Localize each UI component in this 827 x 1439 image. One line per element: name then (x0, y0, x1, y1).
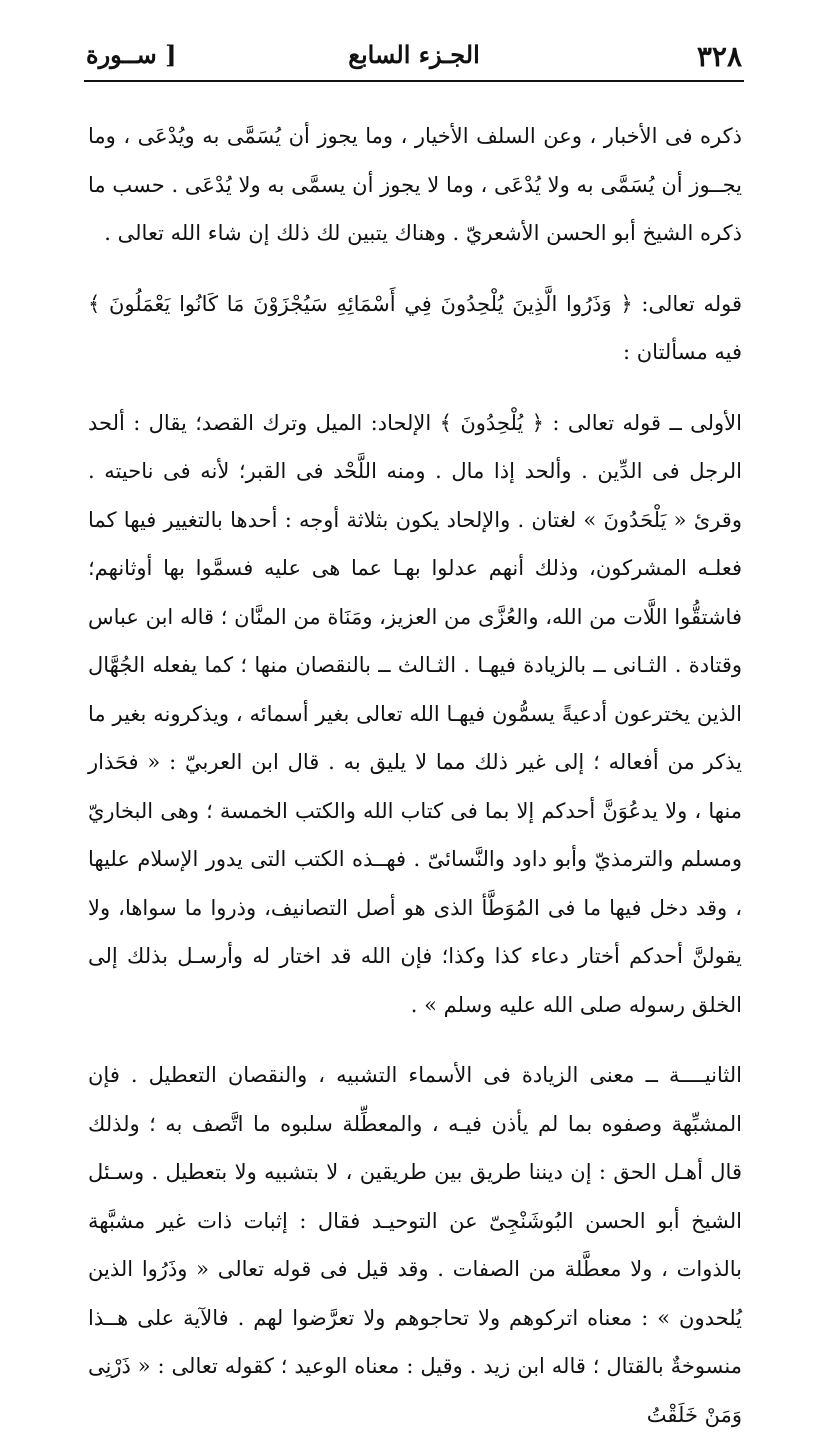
paragraph-intro: ذكره فى الأخبار ، وعن السلف الأخيار ، وما يجوز أن يُسَمَّى به ويُدْعَى ، وما يجــوز أن يُسَمَّى به ولا يُدْعَى ، وما لا يجوز أن يسمَّى به ولا يُدْعَى . حسب ما ذكره الشيخ أبو الحسن الأشعريّ . وهناك يتبين لك ذلك إن شاء الله تعالى . (88, 124, 743, 245)
page-header (86, 38, 742, 78)
page-body (88, 112, 742, 1439)
paragraph-gap (88, 377, 742, 399)
paragraph-gap (88, 258, 742, 280)
paragraph-verse: قوله تعالى: ﴿ وَذَرُوا الَّذِينَ يُلْحِدُونَ فِي أَسْمَائِهِ سَيُجْزَوْنَ مَا كَانُوا يَعْمَلُونَ ﴾ فيه مسألتان : (88, 291, 742, 364)
paragraph-second-issue: الثانيــــة ــ معنى الزيادة فى الأسماء التشبيه ، والنقصان التعطيل . فإن المشبِّهة وصفوه بما لم يأذن فيـه ، والمعطِّلة سلبوه ما اتَّصف به ؛ ولذلك قال أهـل الحق : إن ديننا طريق بين طريقين ، لا بتشبيه ولا بتعطيل . وسـئل الشيخ أبو الحسن البُوشَنْجِىّ عن التوحيـد فقال : إثبات ذات غير مشبَّهة بالذوات ، ولا معطَّلة من الصفات . وقد قيل فى قوله تعالى « وذَرُوا الذين يُلحدون » : معناه اتركوهم ولا تحاجوهم ولا تعرَّضوا لهم . فالآية على هــذا منسوخةٌ بالقتال ؛ قاله ابن زيد . وقيل : معناه الوعيد ؛ كقوله تعالى : « ذَرْنِى وَمَنْ خَلَقْتُ (88, 1063, 742, 1427)
header-rule (84, 80, 744, 82)
paragraph-gap (88, 1029, 742, 1051)
part-title: الجـزء السابع (348, 40, 480, 69)
paragraph-first-issue: الأولى ــ قوله تعالى : ﴿ يُلْحِدُونَ ﴾ الإلحاد: الميل وترك القصد؛ يقال : ألحد الرجل فى الدِّين . وألحد إذا مال . ومنه اللَّحْد فى القبر؛ لأنه فى ناحيته . وقرئ « يَلْحَدُونَ » لغتان . والإلحاد يكون بثلاثة أوجه : أحدها بالتغيير فيها كما فعلـه المشركون، وذلك أنهم عدلوا بهـا عما هى عليه فسمَّوا بها أوثانهم؛ فاشتقُّوا اللَّات من الله، والعُزَّى من العزيز، ومَنَاة من المنَّان ؛ قاله ابن عباس وقتادة . الثـانى ــ بالزيادة فيهـا . الثـالث ــ بالنقصان منها ؛ كما يفعله الجُهَّال الذين يخترعون أدعيةً يسمُّون فيهـا الله تعالى بغير أسمائه ، ويذكرونه بغير ما يذكر من أفعاله ؛ إلى غير ذلك مما لا يليق به . قال ابن العربيّ : « فحَذار منها ، ولا يدعُوَنَّ أحدكم إلا بما فى كتاب الله والكتب الخمسة ؛ وهى البخاريّ ومسلم والترمذيّ وأبو داود والنَّسائىّ . فهــذه الكتب التى يدور الإسلام عليها ، وقد دخل فيها ما فى المُوَطَّأ الذى هو أصل التصانيف، وذروا ما سواها، ولا يقولنَّ أحدكم أختار دعاء كذا وكذا؛ فإن الله قد اختار له وأرسـل بذلك إلى الخلق رسوله صلى الله عليه وسلم » . (88, 410, 742, 1017)
surah-marker: [ ســورة (86, 40, 177, 69)
page-number: ٣٢٨ (696, 40, 742, 73)
